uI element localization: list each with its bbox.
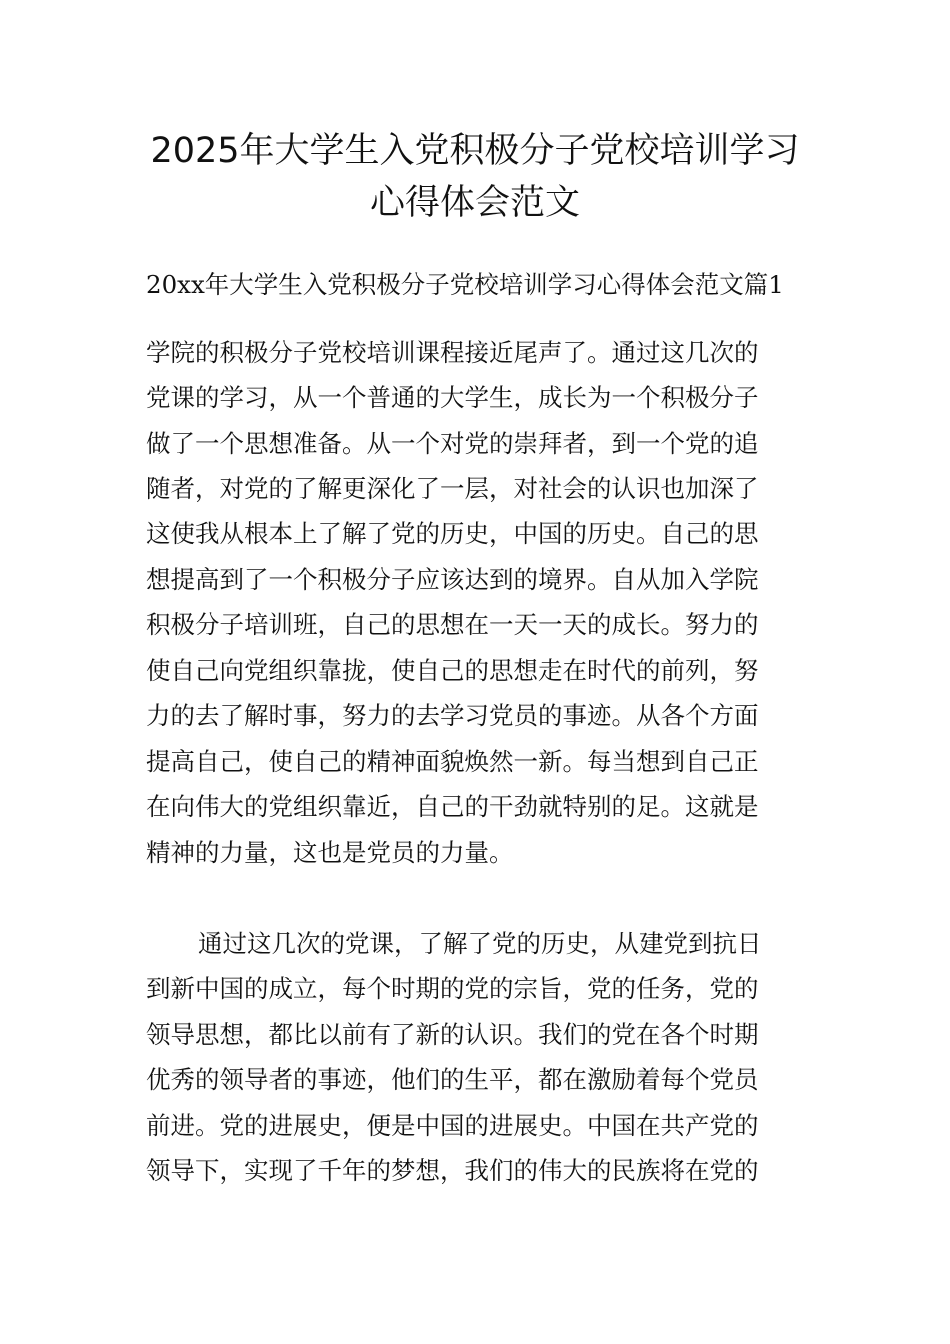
body-line-4: 做了一个思想准备。从一个对党的崇拜者，到一个党的追 [146, 429, 759, 458]
document-title-line-1: 2025年大学生入党积极分子党校培训学习 [150, 131, 800, 171]
body-line-14: 通过这几次的党课，了解了党的历史，从建党到抗日 [198, 929, 762, 958]
body-line-12: 在向伟大的党组织靠近，自己的干劲就特别的足。这就是 [146, 792, 759, 821]
body-line-3: 党课的学习，从一个普通的大学生，成长为一个积极分子 [146, 383, 759, 412]
body-line-7: 想提高到了一个积极分子应该达到的境界。自从加入学院 [146, 565, 759, 594]
body-line-17: 优秀的领导者的事迹，他们的生平，都在激励着每个党员 [146, 1065, 759, 1094]
body-line-1: 20xx年大学生入党积极分子党校培训学习心得体会范文篇1 [146, 270, 784, 299]
body-line-6: 这使我从根本上了解了党的历史，中国的历史。自己的思 [146, 519, 759, 548]
body-line-18: 前进。党的进展史，便是中国的进展史。中国在共产党的 [146, 1111, 759, 1140]
body-line-8: 积极分子培训班，自己的思想在一天一天的成长。努力的 [146, 610, 759, 639]
body-line-10: 力的去了解时事，努力的去学习党员的事迹。从各个方面 [146, 701, 759, 730]
body-line-19: 领导下，实现了千年的梦想，我们的伟大的民族将在党的 [146, 1156, 759, 1185]
body-line-16: 领导思想，都比以前有了新的认识。我们的党在各个时期 [146, 1020, 759, 1049]
body-line-5: 随者，对党的了解更深化了一层，对社会的认识也加深了 [146, 474, 759, 503]
body-line-11: 提高自己，使自己的精神面貌焕然一新。每当想到自己正 [146, 747, 759, 776]
body-line-15: 到新中国的成立，每个时期的党的宗旨，党的任务，党的 [146, 974, 759, 1003]
body-line-13: 精神的力量，这也是党员的力量。 [146, 838, 514, 867]
body-line-9: 使自己向党组织靠拢，使自己的思想走在时代的前列，努 [146, 656, 759, 685]
document-title-line-2: 心得体会范文 [369, 183, 580, 223]
body-line-2: 学院的积极分子党校培训课程接近尾声了。通过这几次的 [146, 338, 759, 367]
